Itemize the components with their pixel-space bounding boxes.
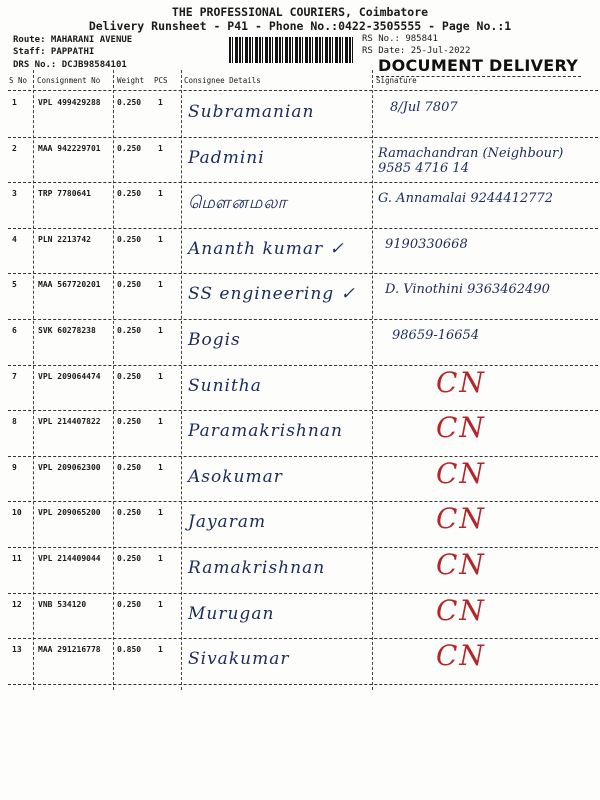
row-weight: 0.250 bbox=[117, 143, 142, 153]
row-sno: 13 bbox=[12, 645, 22, 655]
row-consignment-no: VPL 209065200 bbox=[38, 508, 101, 518]
row-pcs: 1 bbox=[158, 234, 163, 244]
table-row bbox=[0, 138, 600, 184]
rs-date: RS Date: 25-Jul-2022 bbox=[362, 46, 471, 56]
row-consignee-name: Sivakumar bbox=[188, 649, 290, 670]
table-row bbox=[0, 92, 600, 138]
row-weight: 0.250 bbox=[117, 599, 142, 609]
row-consignment-no: MAA 567720201 bbox=[38, 280, 101, 290]
row-consignee-name: மௌனமலா bbox=[188, 193, 288, 214]
row-consignment-no: MAA 291216778 bbox=[38, 645, 101, 655]
table-row bbox=[0, 320, 600, 366]
row-weight: 0.250 bbox=[117, 189, 142, 199]
route-label: Route: MAHARANI AVENUE bbox=[13, 35, 133, 45]
row-sno: 10 bbox=[12, 508, 22, 518]
row-signature-cn: CN bbox=[436, 593, 486, 627]
row-signature: D. Vinothini 9363462490 bbox=[385, 282, 550, 298]
table-row bbox=[0, 639, 600, 685]
row-pcs: 1 bbox=[158, 280, 163, 290]
row-signature-cn: CN bbox=[436, 456, 486, 490]
row-sno: 2 bbox=[12, 143, 17, 153]
row-pcs: 1 bbox=[158, 599, 163, 609]
row-pcs: 1 bbox=[158, 462, 163, 472]
row-weight: 0.250 bbox=[117, 371, 142, 381]
col-signature: Signature bbox=[376, 76, 417, 85]
table-row bbox=[0, 594, 600, 640]
row-signature: 8/Jul 7807 bbox=[390, 100, 458, 115]
company-title: THE PROFESSIONAL COURIERS, Coimbatore bbox=[171, 5, 429, 19]
row-pcs: 1 bbox=[158, 554, 163, 563]
row-sno: 11 bbox=[12, 554, 22, 563]
row-consignee-name: Asokumar bbox=[188, 466, 283, 487]
row-signature: Ramachandran (Neighbour) 9585 4716 14 bbox=[378, 145, 564, 176]
row-consignee-name: Bogis bbox=[188, 330, 241, 350]
table-row bbox=[0, 502, 600, 548]
row-consignee-name: Sunitha bbox=[188, 375, 262, 396]
row-weight: 0.250 bbox=[117, 417, 142, 427]
row-consignee-name: Subramanian bbox=[188, 102, 315, 122]
row-divider bbox=[8, 684, 598, 685]
row-sno: 8 bbox=[12, 417, 17, 427]
row-pcs: 1 bbox=[158, 98, 163, 107]
row-sno: 5 bbox=[12, 280, 17, 290]
row-pcs: 1 bbox=[158, 645, 163, 655]
drs-number: DRS No.: DCJB98584101 bbox=[13, 60, 127, 70]
row-sno: 4 bbox=[12, 234, 17, 244]
row-consignment-no: TRP 7780641 bbox=[38, 189, 91, 199]
row-consignment-no: VPL 209062300 bbox=[38, 462, 101, 472]
row-pcs: 1 bbox=[158, 371, 163, 381]
row-weight: 0.250 bbox=[117, 280, 142, 290]
table-row bbox=[0, 366, 600, 412]
row-pcs: 1 bbox=[158, 189, 163, 199]
row-pcs: 1 bbox=[158, 508, 163, 518]
row-pcs: 1 bbox=[158, 417, 163, 427]
row-consignment-no: VNB 534120 bbox=[38, 599, 87, 609]
table-row bbox=[0, 411, 600, 457]
row-pcs: 1 bbox=[158, 326, 163, 335]
col-consignee: Consignee Details bbox=[184, 76, 261, 85]
row-signature-cn: CN bbox=[436, 502, 486, 536]
row-weight: 0.850 bbox=[117, 645, 142, 655]
row-sno: 9 bbox=[12, 462, 17, 472]
row-signature-cn: CN bbox=[436, 639, 486, 673]
row-signature: 9190330668 bbox=[385, 236, 468, 252]
row-signature-cn: CN bbox=[436, 548, 486, 581]
row-sno: 7 bbox=[12, 371, 17, 381]
col-consignment: Consignment No bbox=[37, 76, 101, 85]
header-divider bbox=[8, 90, 598, 91]
row-consignee-name: Padmini bbox=[188, 147, 265, 168]
table-row bbox=[0, 183, 600, 229]
row-consignee-name: Ramakrishnan bbox=[188, 558, 326, 578]
row-sno: 1 bbox=[12, 98, 17, 107]
row-pcs: 1 bbox=[158, 143, 163, 153]
runsheet-subtitle: Delivery Runsheet - P41 - Phone No.:0422-3505555 - Page No.:1 bbox=[88, 19, 512, 33]
row-consignment-no: VPL 214407822 bbox=[38, 417, 101, 427]
row-consignee-name: SS engineering ✓ bbox=[188, 284, 356, 305]
row-weight: 0.250 bbox=[117, 234, 142, 244]
table-row bbox=[0, 274, 600, 320]
row-consignment-no: VPL 214409044 bbox=[38, 554, 101, 563]
row-consignee-name: Jayaram bbox=[188, 512, 267, 533]
row-signature-cn: CN bbox=[436, 365, 486, 399]
row-signature: G. Annamalai 9244412772 bbox=[378, 191, 554, 207]
row-consignment-no: SVK 60278238 bbox=[38, 326, 96, 335]
col-weight: Weight bbox=[117, 76, 145, 85]
row-consignee-name: Murugan bbox=[188, 603, 275, 624]
row-consignment-no: PLN 2213742 bbox=[38, 234, 91, 244]
row-signature-cn: CN bbox=[436, 411, 486, 445]
col-sno: S No bbox=[9, 76, 28, 85]
row-weight: 0.250 bbox=[117, 508, 142, 518]
barcode-image bbox=[229, 37, 355, 63]
row-sno: 3 bbox=[12, 189, 17, 199]
row-weight: 0.250 bbox=[117, 462, 142, 472]
row-signature: 98659-16654 bbox=[392, 328, 480, 343]
col-pcs: PCS bbox=[154, 76, 168, 85]
row-weight: 0.250 bbox=[117, 326, 142, 335]
row-weight: 0.250 bbox=[117, 554, 142, 563]
row-consignee-name: Paramakrishnan bbox=[188, 421, 343, 442]
row-sno: 12 bbox=[12, 599, 22, 609]
row-consignment-no: VPL 499429288 bbox=[38, 98, 101, 107]
row-consignment-no: MAA 942229701 bbox=[38, 143, 101, 153]
row-consignment-no: VPL 209064474 bbox=[38, 371, 101, 381]
table-row bbox=[0, 548, 600, 594]
row-sno: 6 bbox=[12, 326, 17, 335]
table-row bbox=[0, 457, 600, 503]
staff-label: Staff: PAPPATHI bbox=[13, 47, 95, 57]
table-row bbox=[0, 229, 600, 275]
document-delivery-stamp: DOCUMENT DELIVERY bbox=[378, 56, 579, 75]
row-weight: 0.250 bbox=[117, 98, 142, 107]
row-consignee-name: Ananth kumar ✓ bbox=[188, 238, 345, 259]
rs-number: RS No.: 985841 bbox=[362, 34, 438, 44]
